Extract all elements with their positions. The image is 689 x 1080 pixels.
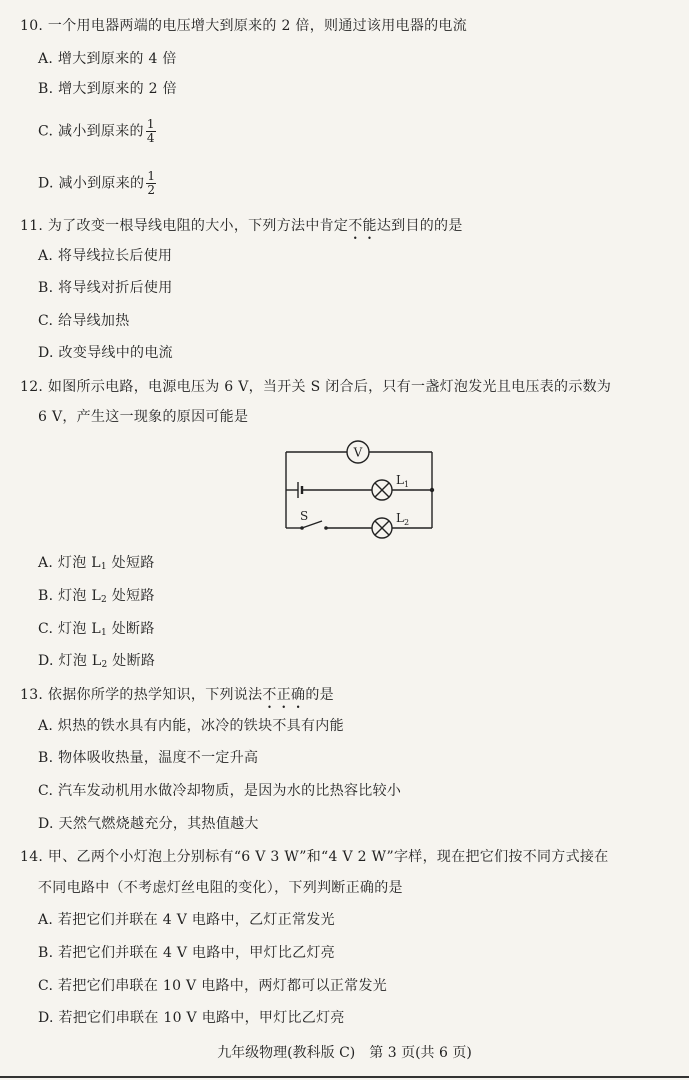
bottom-rule [0, 1076, 689, 1078]
junction-dot [430, 488, 434, 492]
subscript: 2 [101, 660, 108, 670]
q14-stem-line2: 不同电路中（不考虑灯丝电阻的变化），下列判断正确的是 [38, 880, 403, 896]
fraction [146, 118, 156, 145]
q14-option-a: A. 若把它们并联在 4 V 电路中，乙灯正常发光 [38, 912, 335, 928]
fraction-numerator: 1 [147, 169, 156, 183]
q12-option-a-text: A. 灯泡 L [38, 555, 101, 571]
emphasis-char: 不 [348, 218, 363, 234]
lamp-l2-letter: L [396, 511, 404, 525]
q11-option-d: D. 改变导线中的电流 [38, 345, 173, 361]
q11-stem [20, 217, 463, 235]
q12-option-b-text: 处短路 [107, 588, 155, 604]
q12-option-b [38, 587, 155, 609]
fraction-numerator: 1 [146, 117, 155, 131]
emphasis-char: 确 [291, 687, 306, 703]
q13-option-c: C. 汽车发动机用水做冷却物质，是因为水的比热容比较小 [38, 783, 402, 799]
q13-stem-text: 的是 [305, 687, 334, 703]
lamp-l2-subscript: 2 [403, 518, 410, 527]
switch-label: S [300, 509, 309, 523]
q11-option-b: B. 将导线对折后使用 [38, 280, 173, 296]
voltmeter-label: V [353, 445, 363, 460]
q12-option-c-text: C. 灯泡 L [38, 621, 101, 637]
q14-stem-line1: 14. 甲、乙两个小灯泡上分别标有“6 V 3 W”和“4 V 2 W”字样，现在把它们按不同方式接在 [20, 849, 609, 865]
emphasis-char: 正 [276, 687, 292, 703]
q10-option-c-text: C. 减小到原来的 [38, 123, 144, 140]
fraction-denominator: 2 [147, 183, 156, 197]
q12-option-d-text: 处断路 [107, 653, 156, 669]
emphasis-char: 能 [362, 218, 377, 234]
switch-contact [324, 526, 328, 530]
circuit-diagram [278, 440, 440, 542]
q14-option-b: B. 若把它们并联在 4 V 电路中，甲灯比乙灯亮 [38, 945, 336, 961]
fraction [146, 170, 156, 197]
q12-option-a [38, 554, 155, 576]
subscript: 1 [100, 628, 107, 638]
q12-option-d-text: D. 灯泡 L [38, 653, 102, 669]
q10-option-a: A. 增大到原来的 4 倍 [38, 51, 177, 67]
q12-stem-line1: 12. 如图所示电路，电源电压为 6 V，当开关 S 闭合后，只有一盏灯泡发光且电压表的示数为 [20, 379, 612, 395]
q11-option-a: A. 将导线拉长后使用 [38, 248, 173, 264]
q10-stem: 10. 一个用电器两端的电压增大到原来的 2 倍，则通过该用电器的电流 [20, 18, 468, 34]
q13-option-b: B. 物体吸收热量，温度不一定升高 [38, 750, 259, 766]
q12-stem-line2: 6 V，产生这一现象的原因可能是 [38, 409, 249, 425]
lamp-l1-subscript: 1 [403, 480, 410, 489]
q14-option-d: D. 若把它们串联在 10 V 电路中，甲灯比乙灯亮 [38, 1010, 345, 1026]
emphasis-char: 不 [262, 687, 277, 703]
switch-pivot [300, 526, 304, 530]
subscript: 1 [100, 562, 107, 572]
q11-option-c: C. 给导线加热 [38, 313, 130, 329]
q13-stem [20, 686, 334, 704]
q14-option-c: C. 若把它们串联在 10 V 电路中，两灯都可以正常发光 [38, 978, 388, 994]
q12-option-c-text: 处断路 [107, 621, 155, 637]
q12-option-d [38, 652, 155, 674]
fraction-denominator: 4 [146, 131, 155, 145]
q11-stem-text: 达到目的的是 [376, 218, 463, 234]
q12-option-a-text: 处短路 [106, 555, 155, 571]
lamp-l1-letter: L [396, 473, 404, 487]
q10-option-d [38, 170, 156, 197]
lamp-l1-label [396, 473, 409, 489]
page-footer: 九年级物理(教科版 C) 第 3 页(共 6 页) [217, 1045, 472, 1061]
subscript: 2 [101, 595, 108, 605]
q11-stem-text: 11. 为了改变一根导线电阻的大小，下列方法中肯定 [20, 218, 349, 234]
q13-option-a: A. 炽热的铁水具有内能，冰冷的铁块不具有内能 [38, 718, 344, 734]
q13-option-d: D. 天然气燃烧越充分，其热值越大 [38, 816, 259, 832]
q10-option-b: B. 增大到原来的 2 倍 [38, 81, 177, 97]
q12-option-c [38, 620, 155, 642]
q10-option-c [38, 118, 156, 145]
q12-option-b-text: B. 灯泡 L [38, 588, 102, 604]
lamp-l2-label [396, 511, 409, 527]
q10-option-d-text: D. 减小到原来的 [38, 175, 145, 192]
q13-stem-text: 13. 依据你所学的热学知识，下列说法 [20, 687, 263, 703]
